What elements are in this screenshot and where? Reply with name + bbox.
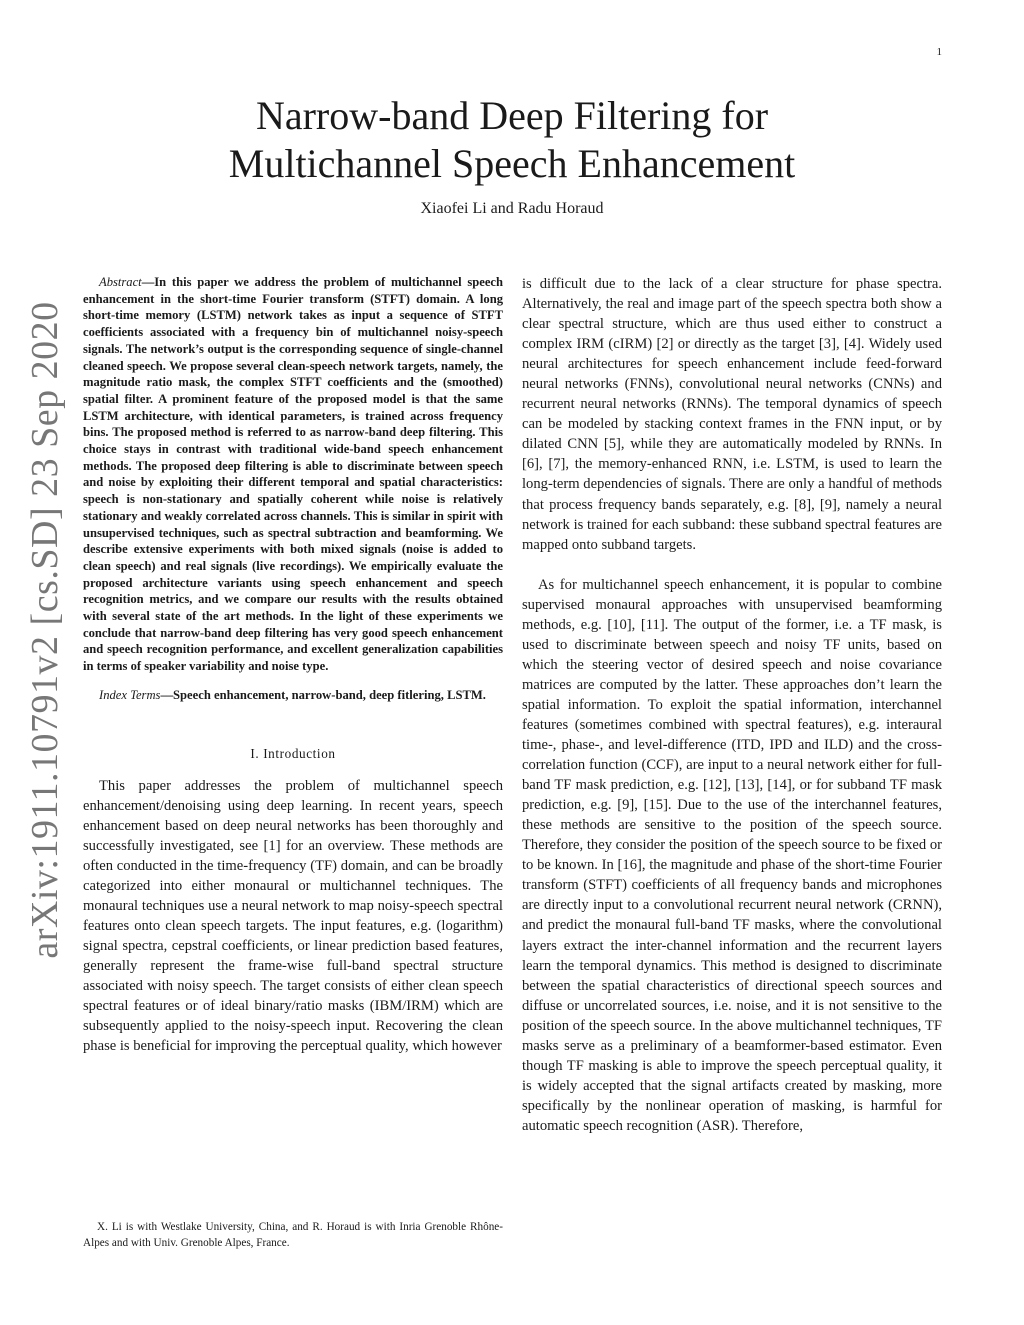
abstract-label: Abstract	[99, 275, 142, 289]
right-paragraph-2: As for multichannel speech enhancement, it is popular to combine supervised monaural approaches with unsupervised beamforming methods, e.g. [10], [11]. The output of the former, i.e. a TF mask, is used to discriminate between speech and noisy TF units, based on which the steering vector of desired speech and noise covariance matrices are computed by the latter. These approaches don’t learn the spatial information. To exploit the spatial information, interchannel features (sometimes combined with spectral features), e.g. interaural time-, phase-, and level-difference (ITD, IPD and ILD) and the cross-correlation function (CCF), are input to a neural network either for full-band TF mask prediction, e.g. [12], [13], [14], or for subband TF mask prediction, e.g. [9], [15]. Due to the use of the interchannel features, these methods are sensitive to the position of the speech source. Therefore, they consider the position of the speech source to be fixed or to be known. In [16], the magnitude and phase of the short-time Fourier transform (STFT) coefficients of all frequency bands and microphones are directly input to a convolutional recurrent neural network (CRNN), and predict the monaural full-band TF masks, where the convolutional layers extract the inter-channel information and the recurrent layers learn the temporal dynamics. This method is designed to discriminate between the spatial characteristics of directional speech sources and diffuse or uncorrelated sources, i.e. noise, and it is not sensitive to the position of the speech source. In the above multichannel techniques, TF masks serve as a preliminary of a beamformer-based estimator. Even though TF masking is able to improve the speech perceptual quality, it is widely accepted that the signal artifacts created by masking, more specifically by the nonlinear operation of masking, is harmful for automatic speech recognition (ASR). Therefore,	[522, 576, 942, 1134]
index-terms	[83, 687, 503, 704]
index-terms-label: Index Terms	[99, 687, 161, 702]
intro-paragraph-1: This paper addresses the problem of multichannel speech enhancement/denoising using deep learning. In recent years, speech enhancement based on deep neural networks has been thoroughly and successfully investigated, see [1] for an overview. These methods are often conducted in the time-frequency (TF) domain, and can be broadly categorized into either monaural or multichannel techniques. The monaural techniques use a neural network to map noisy-speech spectral features onto clean speech targets. The input features, e.g. (logarithm) signal spectra, cepstral coefficients, or linear prediction based features, generally represent the frame-wise full-band spectral structure associated with noisy speech. The target consists of either clean speech spectral features or of ideal binary/ratio masks (IBM/IRM) which are subsequently applied to the noisy-speech input. Recovering the clean phase is beneficial for improving the perceptual quality, which however	[83, 777, 503, 1055]
page-number: 1	[936, 46, 942, 58]
right-column	[522, 274, 942, 1136]
abstract	[83, 274, 503, 675]
author-list: Xiaofei Li and Radu Horaud	[420, 200, 604, 217]
left-column	[83, 274, 503, 1056]
title-line-2: Multichannel Speech Enhancement	[228, 141, 796, 186]
author-affiliation-footnote: X. Li is with Westlake University, China, and R. Horaud is with Inria Grenoble Rhône-Alpes and with Univ. Grenoble Alpes, France.	[83, 1221, 503, 1249]
section-heading-introduction: I. Introduction	[250, 745, 336, 761]
index-terms-text: —Speech enhancement, narrow-band, deep fitlering, LSTM.	[160, 687, 486, 702]
arxiv-identifier-text: arXiv:1911.10791v2 [cs.SD] 23 Sep 2020	[24, 301, 66, 959]
title-line-1: Narrow-band Deep Filtering for	[255, 93, 769, 138]
abstract-text: —In this paper we address the problem of multichannel speech enhancement in the short-time Fourier transform (STFT) domain. A long short-time memory (LSTM) network takes as input a sequence of STFT coefficients associated with a frequency bin of multichannel noisy-speech signals. The network’s output is the corresponding sequence of single-channel cleaned speech. We propose several clean-speech network targets, namely, the magnitude ratio mask, the complex STFT coefficients and the (smoothed) spatial filter. A prominent feature of the proposed model is that the same LSTM architecture, with identical parameters, is trained across frequency bins. The proposed method is referred to as narrow-band deep filtering. This choice stays in contrast with traditional wide-band speech enhancement methods. The proposed deep filtering is able to discriminate between speech and noise by exploiting their different temporal and spatial characteristics: speech is non-stationary and spatially coherent while noise is relatively stationary and weakly correlated across channels. This is similar in spirit with unsupervised techniques, such as spectral subtraction and beamforming. We describe extensive experiments with both mixed signals (noise is added to clean speech) and real signals (live recordings). We empirically evaluate the proposed architecture variants using speech enhancement and speech recognition metrics, and we compare our results with the results obtained with several state of the art methods. In the light of these experiments we conclude that narrow-band deep filtering has very good speech enhancement and speech recognition performance, and excellent generalization capabilities in terms of speaker variability and noise type.	[83, 275, 503, 674]
right-paragraph-1: is difficult due to the lack of a clear structure for phase spectra. Alternatively, the real and image part of the speech spectra both show a clear spectral structure, which are thus used either to construct a complex IRM (cIRM) [2] or directly as the target [3], [4]. Widely used neural architectures for speech enhancement include feed-forward neural networks (FNNs), convolutional neural networks (CNNs) and recurrent neural networks (RNNs). The temporal dynamics of speech can be modeled by stacking context frames in the FNN input, or by dilated CNN [5], while they are automatically modeled by RNNs. In [6], [7], the memory-enhanced RNN, i.e. LSTM, is used to learn the long-term dependencies of signals. There are only a handful of methods that process frequency bands separately, e.g. [8], [9], namely a neural network is trained for each subband: these subband spectral features are mapped onto subband targets.	[522, 276, 942, 553]
paper-title	[0, 92, 1024, 188]
